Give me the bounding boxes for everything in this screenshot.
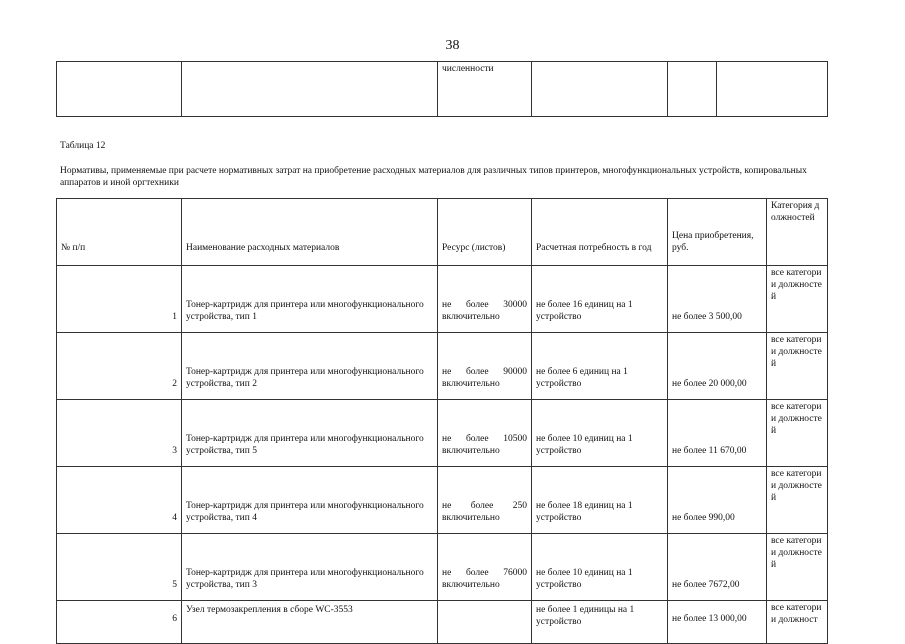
- table-row: [57, 333, 828, 400]
- row-name: Тонер-картридж для принтера или многофункционального устройства, тип 3: [182, 534, 438, 601]
- table-header-row: [57, 199, 828, 266]
- table-caption: Нормативы, применяемые при расчете нормативных затрат на приобретение расходных материалов для различных типов принтеров, многофункциональных устройств, копировальных аппаратов и иной оргтехники: [60, 166, 807, 189]
- row-price: не более 990,00: [668, 467, 767, 534]
- table-cell: численности: [438, 62, 532, 117]
- header-price: Цена приобретения, руб.: [668, 199, 767, 266]
- row-num: 6: [57, 601, 182, 644]
- row-resource: не более 76000 включительно: [438, 534, 532, 601]
- row-need: не более 10 единиц на 1 устройство: [532, 534, 668, 601]
- row-num: 3: [57, 400, 182, 467]
- row-category: все категории должностей: [767, 266, 828, 333]
- header-num: № п/п: [57, 199, 182, 266]
- row-resource: не более 10500 включительно: [438, 400, 532, 467]
- row-price: не более 13 000,00: [668, 601, 767, 644]
- header-name: Наименование расходных материалов: [182, 199, 438, 266]
- row-price: не более 20 000,00: [668, 333, 767, 400]
- row-num: 2: [57, 333, 182, 400]
- row-price: не более 7672,00: [668, 534, 767, 601]
- row-resource: [438, 601, 532, 644]
- header-category: Категория должностей: [767, 199, 828, 266]
- row-name: Тонер-картридж для принтера или многофункционального устройства, тип 4: [182, 467, 438, 534]
- row-category: все категории должностей: [767, 333, 828, 400]
- table-row: [57, 400, 828, 467]
- row-price: не более 3 500,00: [668, 266, 767, 333]
- table-cell: [57, 62, 182, 117]
- row-category: все категории должностей: [767, 467, 828, 534]
- row-category: все категории должностей: [767, 534, 828, 601]
- table-cell: [668, 62, 717, 117]
- table-cell: [182, 62, 438, 117]
- page-number: 38: [445, 38, 460, 53]
- row-price: не более 11 670,00: [668, 400, 767, 467]
- row-category: все категории должност: [767, 601, 828, 644]
- row-resource: не более 250 включительно: [438, 467, 532, 534]
- norms-table: [56, 198, 828, 644]
- header-need: Расчетная потребность в год: [532, 199, 668, 266]
- continued-table: [56, 61, 828, 117]
- row-need: не более 10 единиц на 1 устройство: [532, 400, 668, 467]
- row-need: не более 1 единицы на 1 устройство: [532, 601, 668, 644]
- row-need: не более 16 единиц на 1 устройство: [532, 266, 668, 333]
- table-row: [57, 534, 828, 601]
- row-num: 1: [57, 266, 182, 333]
- row-resource: не более 30000 включительно: [438, 266, 532, 333]
- row-name: Тонер-картридж для принтера или многофункционального устройства, тип 1: [182, 266, 438, 333]
- row-need: не более 6 единиц на 1 устройство: [532, 333, 668, 400]
- table-row: [57, 266, 828, 333]
- row-num: 4: [57, 467, 182, 534]
- table-cell: [717, 62, 828, 117]
- header-resource: Ресурс (листов): [438, 199, 532, 266]
- row-resource: не более 90000 включительно: [438, 333, 532, 400]
- table-row: [57, 467, 828, 534]
- table-label: Таблица 12: [60, 141, 106, 151]
- table-row: [57, 601, 828, 644]
- row-need: не более 18 единиц на 1 устройство: [532, 467, 668, 534]
- table-cell: [532, 62, 668, 117]
- table-row: [57, 62, 828, 117]
- row-name: Узел термозакрепления в сборе WC-3553: [182, 601, 438, 644]
- row-category: все категории должностей: [767, 400, 828, 467]
- row-name: Тонер-картридж для принтера или многофункционального устройства, тип 5: [182, 400, 438, 467]
- row-num: 5: [57, 534, 182, 601]
- row-name: Тонер-картридж для принтера или многофункционального устройства, тип 2: [182, 333, 438, 400]
